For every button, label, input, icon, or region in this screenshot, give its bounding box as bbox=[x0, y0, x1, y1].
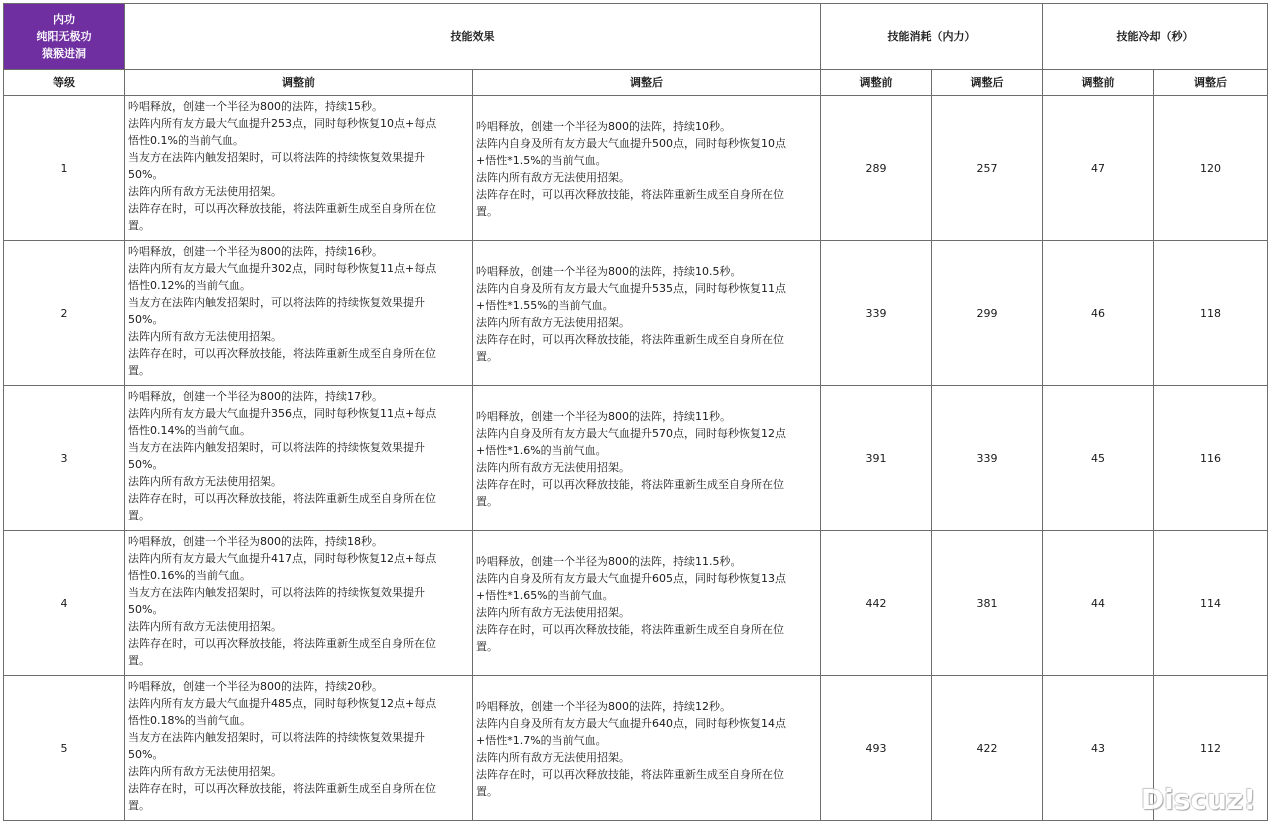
effect-line: 吟唱释放，创建一个半径为800的法阵，持续17秒。 bbox=[128, 390, 383, 403]
cost-before-cell: 493 bbox=[821, 676, 932, 821]
effect-line: 吟唱释放，创建一个半径为800的法阵，持续11.5秒。 bbox=[476, 555, 742, 568]
effect-line: 法阵存在时，可以再次释放技能，将法阵重新生成至自身所在位 bbox=[128, 782, 436, 795]
cd-before-cell: 43 bbox=[1043, 676, 1154, 821]
level-cell: 5 bbox=[4, 676, 125, 821]
effect-line: 50%。 bbox=[128, 458, 164, 471]
header-row-top bbox=[4, 4, 1268, 70]
effect-line: 法阵内自身及所有友方最大气血提升640点，同时每秒恢复14点 bbox=[476, 717, 786, 730]
table-row bbox=[4, 241, 1268, 386]
effect-line: 50%。 bbox=[128, 313, 164, 326]
effect-line: 吟唱释放，创建一个半径为800的法阵，持续18秒。 bbox=[128, 535, 383, 548]
effect-line: 置。 bbox=[128, 654, 150, 667]
effect-line: 置。 bbox=[476, 785, 498, 798]
effect-line: 当友方在法阵内触发招架时，可以将法阵的持续恢复效果提升 bbox=[128, 151, 425, 164]
cost-after-cell: 422 bbox=[932, 676, 1043, 821]
effect-line: 法阵内自身及所有友方最大气血提升570点，同时每秒恢复12点 bbox=[476, 427, 786, 440]
effect-line: 悟性0.1%的当前气血。 bbox=[128, 134, 244, 147]
level-cell: 2 bbox=[4, 241, 125, 386]
header-row-sub bbox=[4, 70, 1268, 96]
skill-name-label: 猿猴进洞 bbox=[42, 47, 86, 60]
effect-line: 法阵存在时，可以再次释放技能，将法阵重新生成至自身所在位 bbox=[128, 492, 436, 505]
cost-after-cell: 299 bbox=[932, 241, 1043, 386]
effect-line: 法阵内所有友方最大气血提升253点，同时每秒恢复10点+每点 bbox=[128, 117, 437, 130]
level-cell: 3 bbox=[4, 386, 125, 531]
table-row bbox=[4, 531, 1268, 676]
effect-after-header: 调整后 bbox=[473, 70, 821, 96]
effect-after-cell bbox=[473, 531, 821, 676]
skill-adjustment-table bbox=[3, 3, 1268, 821]
level-cell: 4 bbox=[4, 531, 125, 676]
effect-line: 置。 bbox=[476, 205, 498, 218]
effect-line: 法阵存在时，可以再次释放技能，将法阵重新生成至自身所在位 bbox=[128, 202, 436, 215]
effect-line: 法阵内所有敌方无法使用招架。 bbox=[128, 330, 282, 343]
effect-line: 吟唱释放，创建一个半径为800的法阵，持续16秒。 bbox=[128, 245, 383, 258]
cost-before-cell: 442 bbox=[821, 531, 932, 676]
effect-line: 法阵内所有敌方无法使用招架。 bbox=[476, 606, 630, 619]
effect-line: 法阵存在时，可以再次释放技能，将法阵重新生成至自身所在位 bbox=[476, 333, 784, 346]
effect-line: 法阵内所有敌方无法使用招架。 bbox=[128, 185, 282, 198]
effect-line: 法阵内所有敌方无法使用招架。 bbox=[476, 461, 630, 474]
effect-line: 法阵内自身及所有友方最大气血提升535点，同时每秒恢复11点 bbox=[476, 282, 786, 295]
cost-before-cell: 391 bbox=[821, 386, 932, 531]
effect-after-cell bbox=[473, 241, 821, 386]
table-row bbox=[4, 96, 1268, 241]
cd-after-cell: 114 bbox=[1154, 531, 1268, 676]
cost-before-header: 调整前 bbox=[821, 70, 932, 96]
skill-type-label: 内功 bbox=[53, 13, 75, 26]
effect-line: 法阵存在时，可以再次释放技能，将法阵重新生成至自身所在位 bbox=[476, 188, 784, 201]
cost-header: 技能消耗（内力） bbox=[821, 4, 1043, 70]
effect-after-cell bbox=[473, 676, 821, 821]
effect-line: 50%。 bbox=[128, 748, 164, 761]
effect-line: 50%。 bbox=[128, 168, 164, 181]
effect-line: 法阵内所有敌方无法使用招架。 bbox=[128, 620, 282, 633]
effect-line: 当友方在法阵内触发招架时，可以将法阵的持续恢复效果提升 bbox=[128, 441, 425, 454]
effect-after-cell bbox=[473, 96, 821, 241]
effect-line: 法阵内所有敌方无法使用招架。 bbox=[128, 475, 282, 488]
effect-line: 法阵内所有敌方无法使用招架。 bbox=[128, 765, 282, 778]
cd-after-header: 调整后 bbox=[1154, 70, 1268, 96]
effect-line: +悟性*1.65%的当前气血。 bbox=[476, 589, 614, 602]
cooldown-header: 技能冷却（秒） bbox=[1043, 4, 1268, 70]
effect-line: 置。 bbox=[128, 509, 150, 522]
cost-before-cell: 339 bbox=[821, 241, 932, 386]
effect-line: 法阵内所有友方最大气血提升302点，同时每秒恢复11点+每点 bbox=[128, 262, 437, 275]
effect-line: +悟性*1.6%的当前气血。 bbox=[476, 444, 607, 457]
effect-line: 悟性0.16%的当前气血。 bbox=[128, 569, 251, 582]
effect-line: 吟唱释放，创建一个半径为800的法阵，持续20秒。 bbox=[128, 680, 383, 693]
cd-after-cell: 118 bbox=[1154, 241, 1268, 386]
effect-line: 法阵内自身及所有友方最大气血提升605点，同时每秒恢复13点 bbox=[476, 572, 786, 585]
cost-after-cell: 257 bbox=[932, 96, 1043, 241]
effect-line: 置。 bbox=[128, 799, 150, 812]
cost-after-header: 调整后 bbox=[932, 70, 1043, 96]
effect-line: 当友方在法阵内触发招架时，可以将法阵的持续恢复效果提升 bbox=[128, 731, 425, 744]
effect-header: 技能效果 bbox=[125, 4, 821, 70]
effect-before-cell bbox=[125, 241, 473, 386]
effect-line: 法阵内自身及所有友方最大气血提升500点，同时每秒恢复10点 bbox=[476, 137, 786, 150]
effect-before-cell bbox=[125, 676, 473, 821]
effect-line: 置。 bbox=[476, 495, 498, 508]
effect-before-header: 调整前 bbox=[125, 70, 473, 96]
effect-line: 悟性0.18%的当前气血。 bbox=[128, 714, 251, 727]
effect-before-cell bbox=[125, 96, 473, 241]
effect-before-cell bbox=[125, 531, 473, 676]
effect-line: 置。 bbox=[476, 640, 498, 653]
effect-line: 置。 bbox=[128, 219, 150, 232]
level-header: 等级 bbox=[4, 70, 125, 96]
effect-line: 法阵存在时，可以再次释放技能，将法阵重新生成至自身所在位 bbox=[476, 623, 784, 636]
effect-line: 悟性0.14%的当前气血。 bbox=[128, 424, 251, 437]
effect-line: 法阵内所有友方最大气血提升356点，同时每秒恢复11点+每点 bbox=[128, 407, 437, 420]
table-row bbox=[4, 386, 1268, 531]
effect-line: 法阵内所有敌方无法使用招架。 bbox=[476, 751, 630, 764]
skill-name-cell bbox=[4, 4, 125, 70]
effect-line: 吟唱释放，创建一个半径为800的法阵，持续11秒。 bbox=[476, 410, 731, 423]
cd-before-cell: 44 bbox=[1043, 531, 1154, 676]
effect-line: 法阵内所有友方最大气血提升417点，同时每秒恢复12点+每点 bbox=[128, 552, 437, 565]
effect-line: 吟唱释放，创建一个半径为800的法阵，持续10.5秒。 bbox=[476, 265, 742, 278]
effect-line: 吟唱释放，创建一个半径为800的法阵，持续10秒。 bbox=[476, 120, 731, 133]
effect-line: +悟性*1.7%的当前气血。 bbox=[476, 734, 607, 747]
effect-after-cell bbox=[473, 386, 821, 531]
effect-line: 法阵存在时，可以再次释放技能，将法阵重新生成至自身所在位 bbox=[476, 478, 784, 491]
effect-line: 法阵内所有敌方无法使用招架。 bbox=[476, 171, 630, 184]
discuz-watermark: Discuz! bbox=[1140, 783, 1256, 816]
cd-after-cell: 120 bbox=[1154, 96, 1268, 241]
effect-line: 当友方在法阵内触发招架时，可以将法阵的持续恢复效果提升 bbox=[128, 296, 425, 309]
effect-line: 置。 bbox=[476, 350, 498, 363]
effect-line: 吟唱释放，创建一个半径为800的法阵，持续15秒。 bbox=[128, 100, 383, 113]
effect-line: 当友方在法阵内触发招架时，可以将法阵的持续恢复效果提升 bbox=[128, 586, 425, 599]
effect-line: 法阵存在时，可以再次释放技能，将法阵重新生成至自身所在位 bbox=[128, 347, 436, 360]
cost-before-cell: 289 bbox=[821, 96, 932, 241]
effect-line: 吟唱释放，创建一个半径为800的法阵，持续12秒。 bbox=[476, 700, 731, 713]
cost-after-cell: 339 bbox=[932, 386, 1043, 531]
effect-line: 法阵内所有敌方无法使用招架。 bbox=[476, 316, 630, 329]
effect-line: +悟性*1.5%的当前气血。 bbox=[476, 154, 607, 167]
effect-before-cell bbox=[125, 386, 473, 531]
table-body bbox=[4, 96, 1268, 821]
cd-before-cell: 47 bbox=[1043, 96, 1154, 241]
cost-after-cell: 381 bbox=[932, 531, 1043, 676]
effect-line: 置。 bbox=[128, 364, 150, 377]
effect-line: 50%。 bbox=[128, 603, 164, 616]
cd-after-cell: 112 bbox=[1154, 676, 1268, 821]
skill-school-label: 纯阳无极功 bbox=[36, 30, 92, 43]
effect-line: 法阵存在时，可以再次释放技能，将法阵重新生成至自身所在位 bbox=[128, 637, 436, 650]
effect-line: 法阵存在时，可以再次释放技能，将法阵重新生成至自身所在位 bbox=[476, 768, 784, 781]
cd-before-cell: 46 bbox=[1043, 241, 1154, 386]
cd-before-header: 调整前 bbox=[1043, 70, 1154, 96]
effect-line: 悟性0.12%的当前气血。 bbox=[128, 279, 251, 292]
effect-line: +悟性*1.55%的当前气血。 bbox=[476, 299, 614, 312]
effect-line: 法阵内所有友方最大气血提升485点，同时每秒恢复12点+每点 bbox=[128, 697, 437, 710]
cd-before-cell: 45 bbox=[1043, 386, 1154, 531]
cd-after-cell: 116 bbox=[1154, 386, 1268, 531]
table-row bbox=[4, 676, 1268, 821]
level-cell: 1 bbox=[4, 96, 125, 241]
